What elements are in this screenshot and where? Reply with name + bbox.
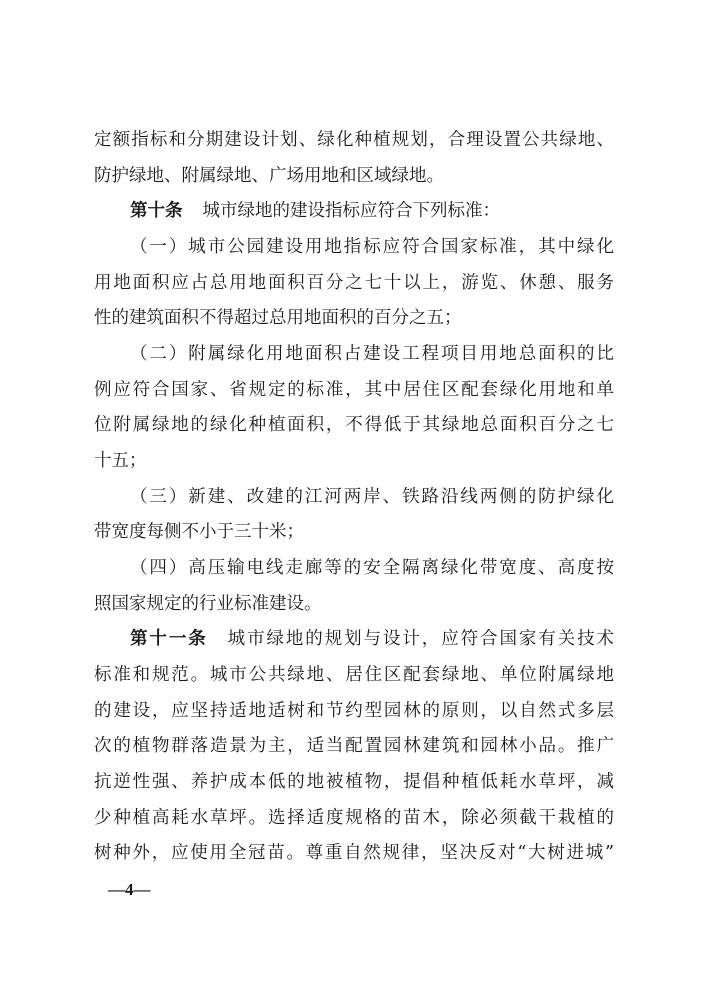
text-line: 定额指标和分期建设计划、绿化种植规划，合理设置公共绿地、: [94, 130, 614, 150]
article-11-text: 城市绿地的规划与设计，应符合国家有关技术: [227, 629, 614, 649]
text-line: （二）附属绿化用地面积占建设工程项目用地总面积的比: [130, 344, 614, 364]
text-line: 抗逆性强、养护成本低的地被植物，提倡种植低耗水草坪，减: [94, 772, 614, 792]
text-line: 例应符合国家、省规定的标准，其中居住区配套绿化用地和单: [94, 380, 614, 400]
page-number: —4—: [108, 880, 151, 899]
text-line: （一）城市公园建设用地指标应符合国家标准，其中绿化: [130, 237, 614, 257]
text-line: （四）高压输电线走廊等的安全隔离绿化带宽度、高度按: [130, 558, 614, 578]
text-line: 的建设，应坚持适地适树和节约型园林的原则，以自然式多层: [94, 701, 614, 721]
text-line: 树种外，应使用全冠苗。尊重自然规律，坚决反对“大树进城”: [94, 843, 614, 863]
article-10-text: 城市绿地的建设指标应符合下列标准：: [202, 201, 500, 221]
text-line: 标准和规范。城市公共绿地、居住区配套绿地、单位附属绿地: [94, 665, 614, 685]
text-line: 十五；: [94, 451, 147, 471]
article-11-line: [130, 622, 614, 656]
text-line: 位附属绿地的绿化种植面积，不得低于其绿地总面积百分之七: [94, 415, 614, 435]
text-line: （三）新建、改建的江河两岸、铁路沿线两侧的防护绿化: [130, 487, 614, 507]
article-10-line: [130, 194, 614, 228]
text-line: 少种植高耗水草坪。选择适度规格的苗木，除必须截干栽植的: [94, 808, 614, 828]
text-line: 性的建筑面积不得超过总用地面积的百分之五；: [94, 308, 462, 328]
article-11-heading: 第十一条: [130, 629, 208, 649]
text-line: 防护绿地、附属绿地、广场用地和区域绿地。: [94, 166, 444, 186]
article-10-heading: 第十条: [130, 201, 183, 221]
text-line: 照国家规定的行业标准建设。: [94, 594, 322, 614]
text-line: 次的植物群落造景为主，适当配置园林建筑和园林小品。推广: [94, 736, 614, 756]
text-line: 带宽度每侧不小于三十米；: [94, 522, 304, 542]
text-line: 用地面积应占总用地面积百分之七十以上，游览、休憩、服务: [94, 273, 614, 293]
